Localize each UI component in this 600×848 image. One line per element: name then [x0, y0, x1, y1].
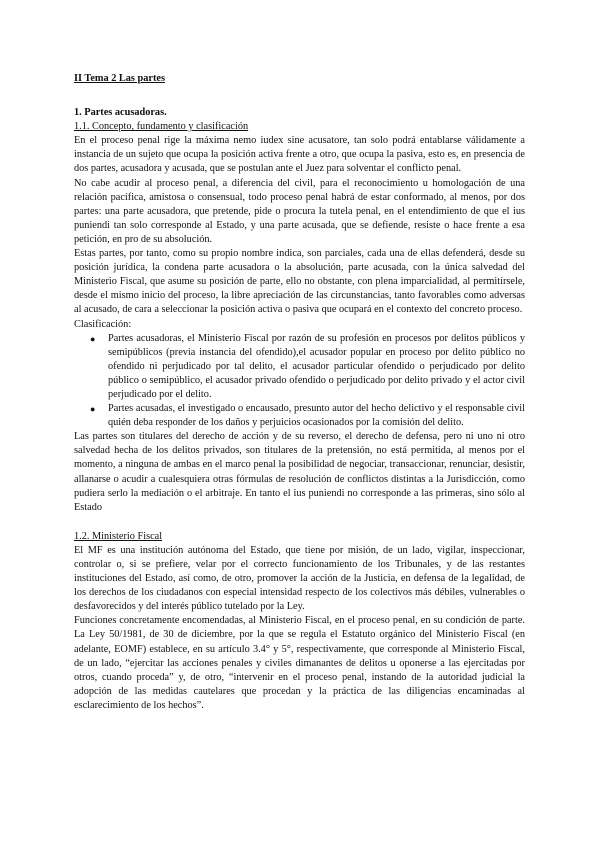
section-heading: 1. Partes acusadoras. — [74, 107, 167, 119]
document-body — [74, 72, 525, 713]
paragraph: Funciones concretamente encomendadas, al Ministerio Fiscal, en el proceso penal, en su condición de parte. La Ley 50/1981, de 30 de diciembre, por la que se regula el Estatuto orgánico del Ministerio Fiscal (en adelante, EOMF) establece, en su artículo 3.4° y 5°, respectivamente, que corresponde al Ministerio Fiscal, de un lado, “ejercitar las acciones penales y civiles dimanantes de delitos u oponerse a las ejercitadas por otros, cuando proceda” y, de otro, “intervenir en el proceso penal, instando de la autoridad judicial la adopción de las medidas cautelares que procedan y la práctica de las diligencias encaminadas al esclarecimiento de los hechos”. — [74, 615, 525, 711]
paragraph: Estas partes, por tanto, como su propio nombre indica, son parciales, cada una de ellas defenderá, desde su posición jurídica, la condena parte acusadora o la absolución, parte acusada, con la única salvedad del Ministerio Fiscal, que asume su posición de parte, ello no obstante, con plena imparcialidad, al permitírsele, desde el mismo inicio del proceso, la libre apreciación de las circunstancias, tanto favorables como adversas al acusado, de cara a seleccionar la posición activa o pasiva que ocupará en el contexto del concreto proceso. — [74, 248, 525, 316]
subsection-heading-ministerio-fiscal: 1.2. Ministerio Fiscal — [74, 530, 163, 542]
paragraph: Las partes son titulares del derecho de acción y de su reverso, el derecho de defensa, pero ni uno ni otro salvedad hecha de los delitos privados, son titulares de la pretensión, no está permitida, al menos por el momento, a ninguna de ambas en el marco penal la posibilidad de negociar, transaccionar, renunciar, desistir, allanarse o acudir a cualesquiera otras fórmulas de resolución de conflictos distintas a la Jurisdicción, como pudiera serlo la mediación o el arbitraje. En tanto el ius puniendi no corresponde a las primeras, sino sólo al Estado — [74, 431, 525, 513]
bullet-icon: ● — [90, 333, 96, 344]
bullet-icon: ● — [90, 404, 96, 415]
paragraph: El MF es una institución autónoma del Estado, que tiene por misión, de un lado, vigilar, inspeccionar, controlar o, si se prefiere, velar por el correcto funcionamiento de los Tribunales, y de las restantes instituciones del Estado, así como, de otro, promover la acción de la Justicia, en defensa de la legalidad, de los derechos de los ciudadanos con especial intensidad respecto de los colectivos más débiles, vulnerables o desfavorecidos y del interés público tutelado por la Ley. — [74, 544, 525, 613]
classification-label: Clasificación: — [74, 318, 132, 330]
subsection-heading-concept: 1.1. Concepto, fundamento y clasificación — [74, 121, 249, 133]
paragraph: En el proceso penal rige la máxima nemo iudex sine acusatore, tan solo podrá entablarse válidamente a instancia de un sujeto que ocupa la posición activa frente a otro, que ocupa la pasiva, esto es, en presencia de dos partes, acusadora y acusada, que se postulan ante el Juez para solventar el conflicto penal. — [74, 135, 525, 175]
classification-list — [74, 332, 525, 431]
list-item-text: Partes acusadas, el investigado o encausado, presunto autor del hecho delictivo y el responsable civil quién deba responder de los daños y perjuicios ocasionados por la comisión del delito. — [108, 403, 525, 429]
list-item — [90, 402, 525, 430]
list-item — [90, 332, 525, 402]
document-title: II Tema 2 Las partes — [74, 73, 165, 84]
list-item-text: Partes acusadoras, el Ministerio Fiscal por razón de su profesión en procesos por delitos públicos y semipúblicos (previa instancia del ofendido),el acusador popular en proceso por delito público no ofendido ni perjudicado por tal delito, el acusador particular ofendido o perjudicado por delito público o semipúblico, el acusador privado ofendido o perjudicado por delito privado y el actor civil perjudicado por el delito. — [108, 332, 525, 400]
paragraph: No cabe acudir al proceso penal, a diferencia del civil, para el reconocimiento u homologación de una relación pacífica, amistosa o consensual, todo proceso penal habrá de estar conformado, al menos, por dos partes: una parte acusadora, que pretende, pide o procura la tutela penal, en el entendimiento de que el ius puniendi tan solo corresponde al Estado, y una parte acusada, que se defiende, resiste o hace frente a esa petición, en pro de su absolución. — [74, 177, 525, 245]
